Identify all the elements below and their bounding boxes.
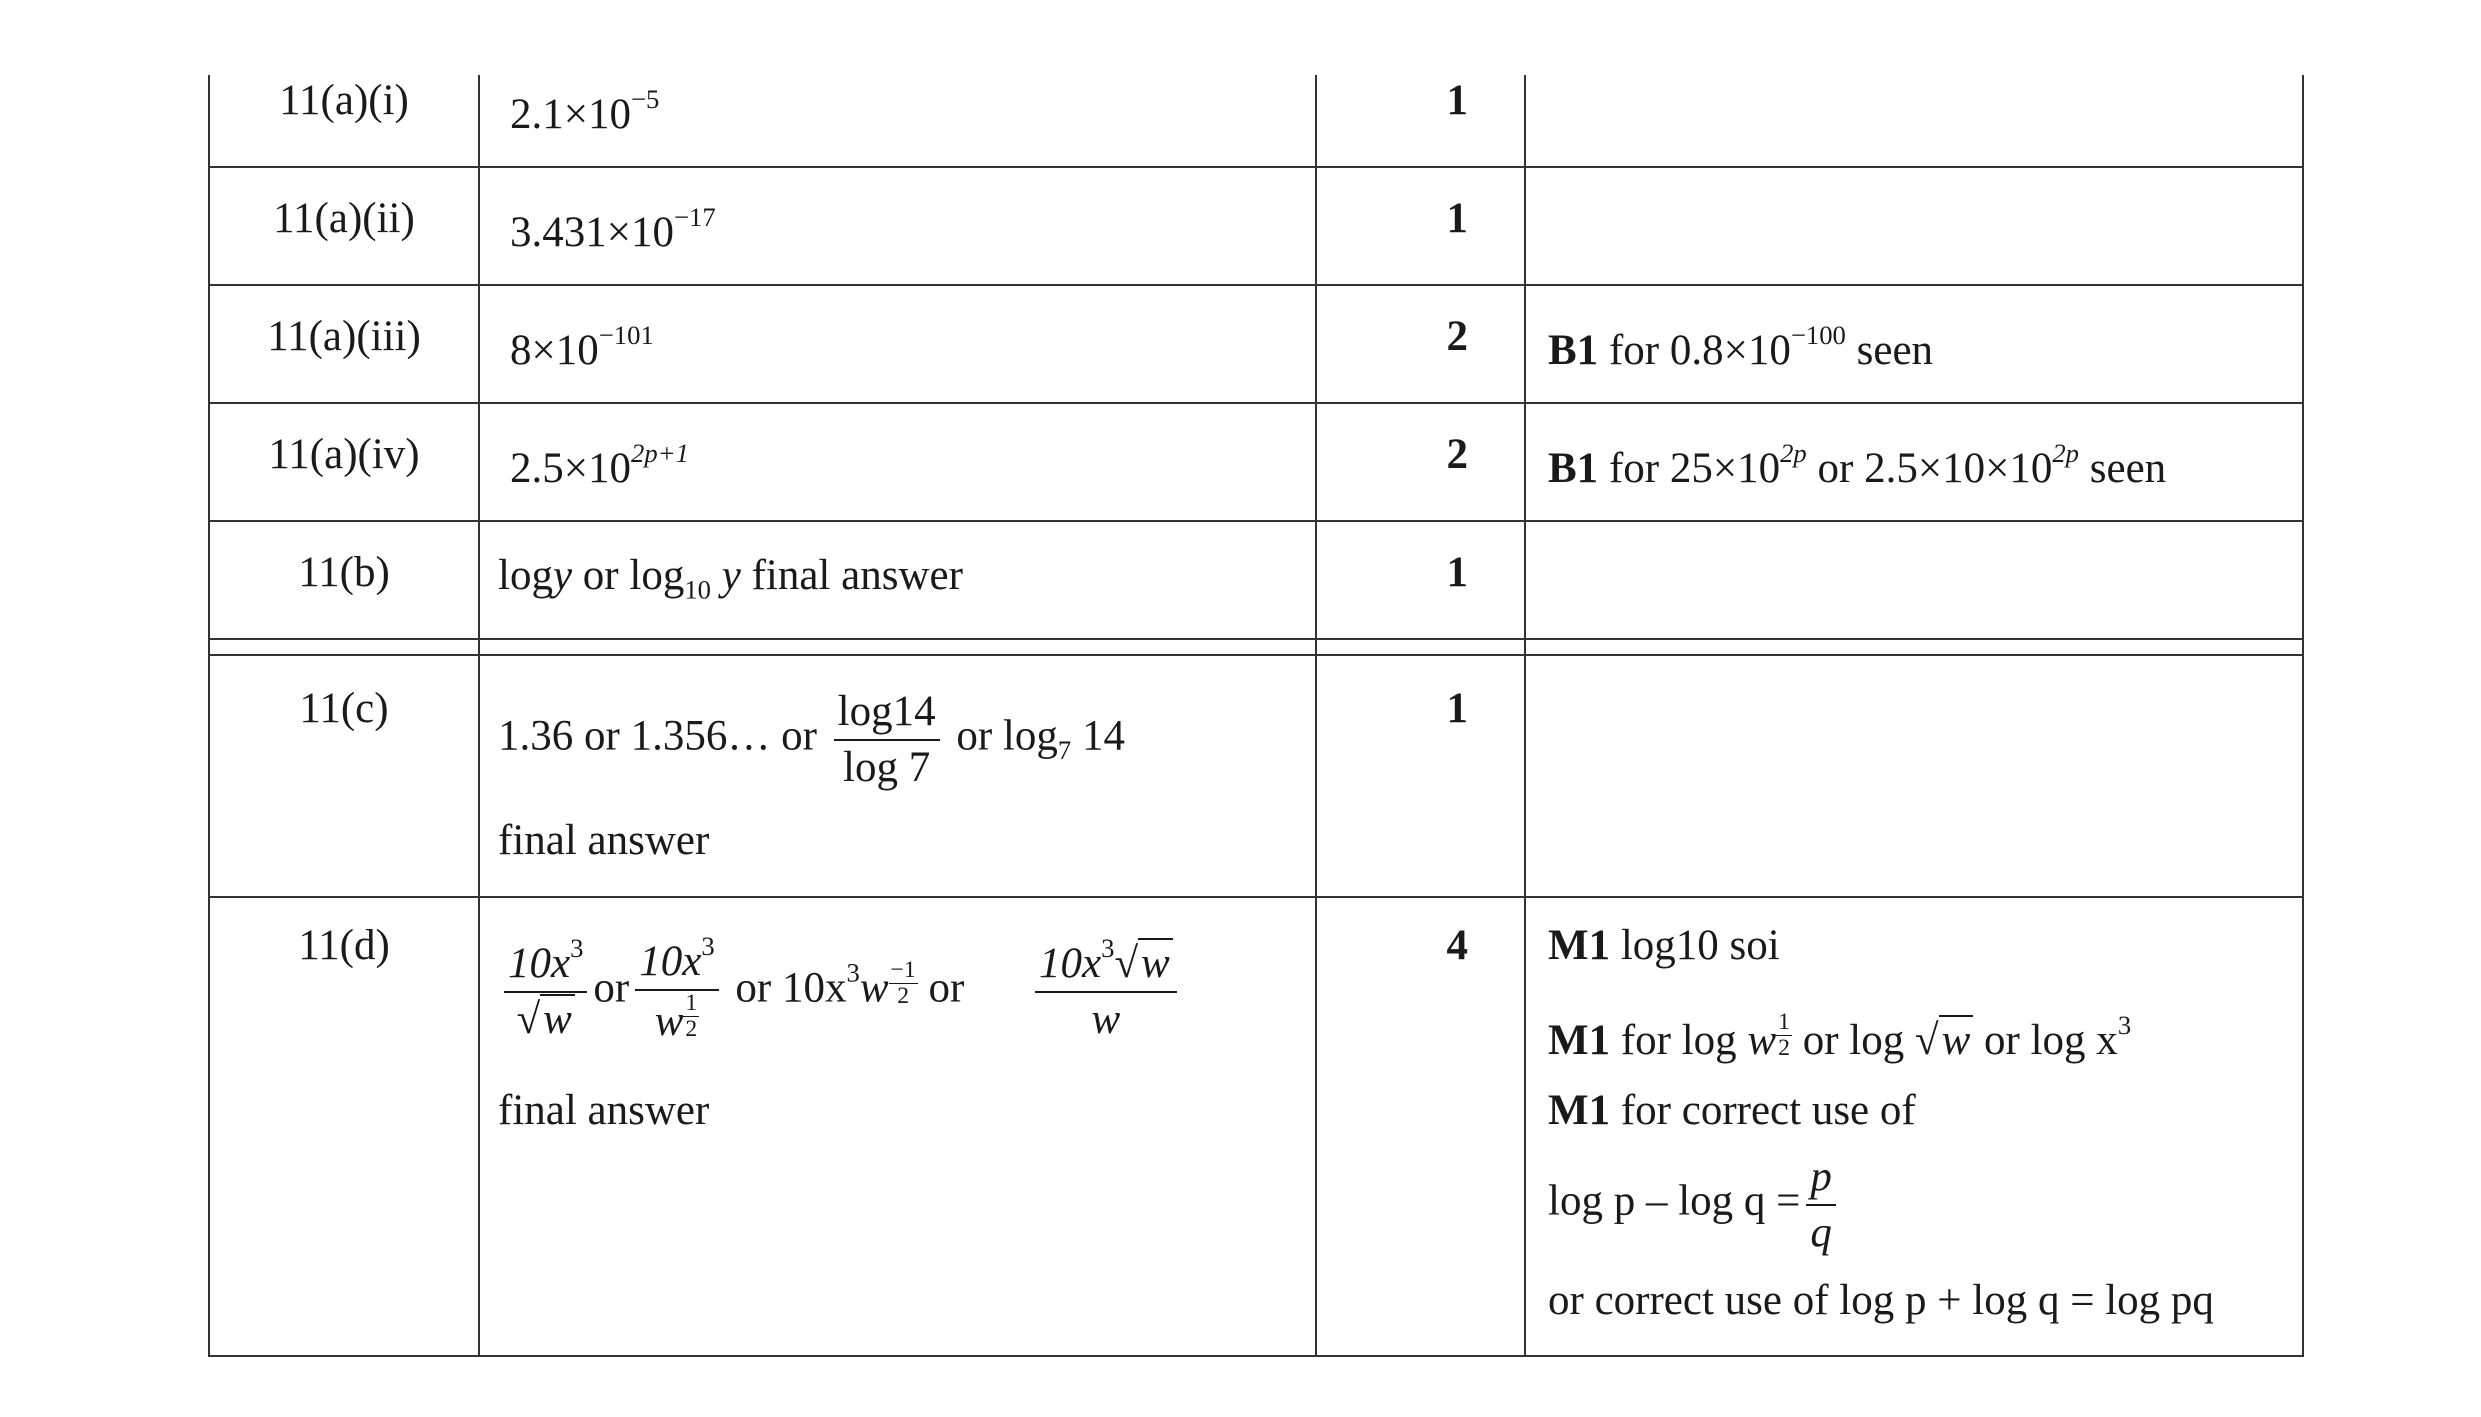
question-number: 11(a)(iv) (268, 431, 420, 478)
question-number: 11(a)(iii) (267, 313, 421, 360)
fraction (1035, 932, 1177, 1047)
answer-cell (498, 550, 963, 605)
marks-cell: 1 (1446, 195, 1468, 242)
exponent: −101 (598, 320, 654, 351)
answer-text: log (498, 552, 553, 599)
row-divider (210, 402, 2302, 404)
exponent (2052, 438, 2079, 468)
variable: w (654, 997, 684, 1045)
mark-code: M1 (1548, 1016, 1611, 1064)
exponent: −17 (674, 202, 716, 233)
power-denominator: 2 (1778, 1034, 1790, 1061)
question-number: 11(a)(i) (279, 77, 409, 124)
marks-cell: 2 (1446, 313, 1468, 360)
guidance-line (1548, 920, 1780, 972)
fraction (1806, 1150, 1836, 1260)
answer-cell (510, 320, 654, 377)
exponent: −100 (1790, 320, 1846, 351)
answer-text: 1.36 or 1.356… or (498, 712, 817, 760)
answer-cell (498, 931, 1183, 1048)
answer-cell (510, 84, 660, 141)
variable: w (1941, 1016, 1971, 1064)
marks-cell: 1 (1446, 685, 1468, 732)
sqrt: √w (1114, 937, 1172, 991)
answer-text: 2.1×10 (510, 91, 632, 138)
answer-text: log (629, 552, 685, 599)
guidance-cell (1548, 438, 2167, 495)
exponent: 3 (570, 932, 584, 963)
exponent: −5 (631, 84, 660, 115)
power-denominator: 2 (897, 982, 910, 1009)
answer-text: or (593, 964, 630, 1012)
row-divider (210, 166, 2302, 168)
power-fraction (889, 958, 918, 1009)
guidance-text: log10 soi (1610, 922, 1780, 969)
mark-code: B1 (1548, 327, 1599, 374)
exponent-text: 2p (2052, 438, 2079, 469)
guidance-text: for log (1610, 1016, 1737, 1064)
row-divider (210, 638, 2302, 640)
exponent (631, 438, 689, 468)
sqrt: √w (517, 993, 575, 1047)
variable: y (552, 552, 573, 599)
numerator: log14 (834, 685, 940, 741)
sqrt: √w (1915, 1015, 1973, 1067)
guidance-text: for (1598, 327, 1670, 374)
variable: w (1141, 939, 1170, 987)
subscript: 10 (684, 574, 711, 605)
fraction (504, 932, 587, 1047)
guidance-line (1548, 1010, 2131, 1066)
variable: w (543, 995, 572, 1043)
mark-scheme-table (208, 75, 2304, 1357)
question-number: 11(c) (299, 685, 389, 732)
mark-code: M1 (1548, 922, 1611, 969)
radicand (540, 994, 575, 1043)
guidance-text: log p – log q = (1548, 1177, 1801, 1225)
exponent: 3 (1101, 932, 1115, 963)
numerator: p (1806, 1150, 1836, 1206)
power-fraction (683, 991, 699, 1042)
minus-sign: − (890, 956, 904, 983)
guidance-text: 0.8×10 (1669, 327, 1791, 374)
radicand (1138, 938, 1173, 987)
guidance-text: or log (1791, 1016, 1905, 1064)
power-fraction (1776, 1010, 1792, 1061)
guidance-cell (1548, 320, 1934, 377)
denominator (1088, 993, 1125, 1047)
variable: y (721, 552, 741, 599)
term: 10x (508, 939, 571, 987)
guidance-line (1548, 1085, 1916, 1137)
power-denominator: 2 (685, 1015, 698, 1042)
answer-cell (510, 438, 689, 495)
answer-text: or (572, 552, 630, 599)
answer-text: 8×10 (510, 327, 599, 374)
guidance-line: or correct use of log p + log q = log pq (1548, 1277, 2214, 1324)
answer-line: final answer (498, 817, 710, 864)
row-divider (210, 896, 2302, 898)
variable: w (1747, 1016, 1777, 1064)
marks-cell: 1 (1446, 549, 1468, 596)
exponent: 3 (701, 931, 715, 962)
subscript: 7 (1057, 734, 1072, 765)
guidance-text: for correct use of (1610, 1087, 1916, 1134)
answer-cell (510, 202, 716, 259)
marks-cell: 4 (1446, 922, 1468, 969)
variable: w (1091, 995, 1121, 1043)
guidance-line (1548, 1150, 1842, 1260)
row-divider (210, 520, 2302, 522)
marks-cell: 1 (1446, 77, 1468, 124)
guidance-text: 25×10 (1669, 445, 1781, 492)
guidance-text: or (1806, 445, 1865, 492)
denominator (651, 991, 704, 1049)
fraction (635, 931, 718, 1048)
denominator: q (1810, 1208, 1832, 1256)
row-divider (210, 284, 2302, 286)
mark-code: B1 (1548, 445, 1599, 492)
radicand (1939, 1015, 1974, 1064)
answer-text: or log (956, 712, 1058, 760)
numerator (1035, 932, 1177, 993)
guidance-text: or log x (1973, 1016, 2118, 1064)
question-number: 11(d) (298, 922, 390, 969)
question-number: 11(a)(ii) (273, 195, 415, 242)
term: 10x (639, 938, 702, 985)
marks-cell: 2 (1446, 431, 1468, 478)
mark-code: M1 (1548, 1087, 1611, 1134)
answer-line: final answer (498, 1087, 710, 1134)
exponent (1780, 438, 1807, 468)
answer-cell (498, 685, 1125, 795)
exponent-text: 2p (1780, 438, 1807, 469)
variable: w (859, 964, 889, 1012)
term: 10x (1039, 939, 1102, 987)
power-numerator: 1 (1778, 1009, 1790, 1035)
numerator (635, 931, 718, 991)
exponent: 3 (2117, 1009, 2132, 1040)
exponent-text: 2p+1 (631, 438, 689, 469)
denominator: log 7 (843, 743, 931, 791)
fraction (834, 685, 940, 795)
power-numerator (889, 958, 918, 984)
answer-text: final answer (740, 552, 963, 599)
answer-text: 3.431×10 (510, 209, 675, 256)
answer-text: or 10x (735, 964, 847, 1012)
guidance-text: seen (2079, 445, 2167, 492)
numerator (504, 932, 587, 993)
column-divider (478, 75, 480, 1355)
power-numerator-value: 1 (903, 956, 916, 983)
answer-text: 14 (1081, 712, 1125, 760)
answer-text: or (928, 964, 965, 1012)
guidance-text: 2.5×10×10 (1864, 445, 2053, 492)
power-numerator: 1 (685, 989, 698, 1016)
column-divider (1524, 75, 1526, 1355)
guidance-text: seen (1845, 327, 1934, 374)
denominator (513, 993, 579, 1047)
answer-text: 2.5×10 (510, 445, 632, 492)
question-number: 11(b) (298, 549, 390, 596)
guidance-text: for (1598, 445, 1670, 492)
row-divider (210, 654, 2302, 656)
exponent: 3 (846, 957, 860, 988)
